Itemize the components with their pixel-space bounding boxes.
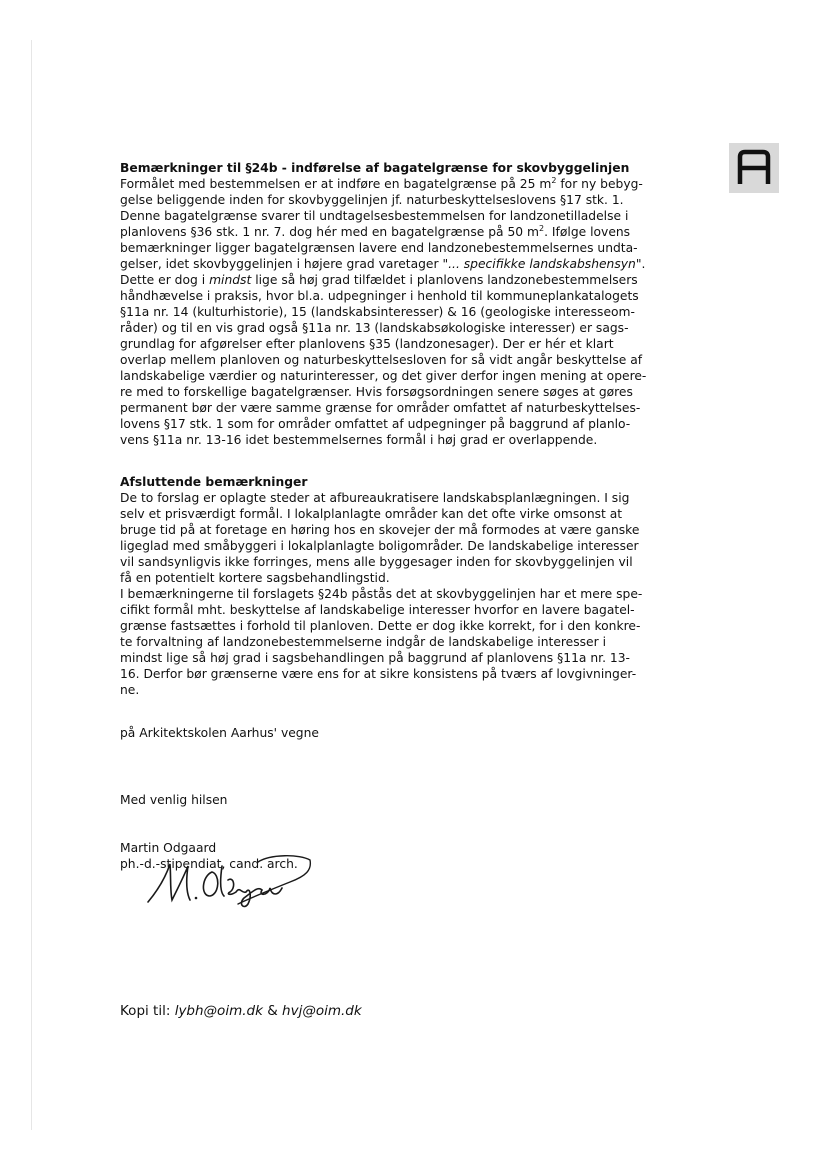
body-line: cifikt formål mht. beskyttelse af landskabelige interesser hvorfor en lavere bagatel-: [120, 603, 635, 617]
cc-label: Kopi til:: [120, 1003, 175, 1019]
letter-body: [120, 160, 647, 872]
on-behalf-line: på Arkitektskolen Aarhus' vegne: [120, 726, 319, 740]
body-line: landskabelige værdier og naturinteresser, og det giver derfor ingen mening at opere-: [120, 369, 647, 383]
cc-line: Kopi til: lybh@oim.dk & hvj@oim.dk: [120, 1003, 362, 1019]
body-line: håndhævelse i praksis, hvor bl.a. udpegninger i henhold til kommuneplankatalogets: [120, 289, 639, 303]
body-line: grundlag for afgørelser efter planlovens §35 (landzonesager). Der er hér et klart: [120, 337, 614, 351]
body-line: gelse beliggende inden for skovbyggelinjen jf. naturbeskyttelseslovens §17 stk. 1.: [120, 193, 624, 207]
body-line: Formålet med bestemmelsen er at indføre en bagatelgrænse på 25 $m^2$ for ny bebyg-: [120, 176, 643, 191]
body-line: mindst lige så høj grad i sagsbehandlingen på baggrund af planlovens §11a nr. 13-: [120, 651, 630, 665]
greeting: Med venlig hilsen: [120, 793, 228, 807]
body-line: planlovens §36 stk. 1 nr. 7. dog hér med en bagatelgrænse på 50 $m^2$. Ifølge lovens: [120, 224, 631, 239]
body-line: I bemærkningerne til forslagets §24b påstås det at skovbyggelinjen har et mere spe-: [120, 587, 643, 601]
body-line: grænse fastsættes i forhold til planloven. Dette er dog ikke korrekt, for i den konkre-: [120, 619, 641, 633]
signatory-title: ph.-d.-stipendiat, cand. arch.: [120, 857, 298, 871]
school-logo: [729, 143, 779, 193]
signatory-name: Martin Odgaard: [120, 841, 217, 855]
body-line: gelser, idet skovbyggelinjen i højere grad varetager "... specifikke landskabshensyn".: [120, 257, 646, 271]
quote: "... specifikke landskabshensyn": [442, 257, 642, 271]
cc-email[interactable]: lybh@oim.dk: [174, 1003, 263, 1019]
body-line: De to forslag er oplagte steder at afbureaukratisere landskabsplanlægningen. I sig: [120, 491, 630, 505]
handwritten-signature: [140, 852, 315, 912]
body-line: te forvaltning af landzonebestemmelserne indgår de landskabelige interesser i: [120, 635, 607, 649]
body-line: permanent bør der være samme grænse for områder omfattet af naturbeskyttelses-: [120, 401, 641, 415]
section-heading: Afsluttende bemærkninger: [120, 475, 308, 489]
body-line: vens §11a nr. 13-16 idet bestemmelsernes formål i høj grad er overlappende.: [120, 433, 598, 447]
body-line: ligeglad med småbyggeri i lokalplanlagte boligområder. De landskabelige interesser: [120, 539, 639, 553]
body-line: selv et prisværdigt formål. I lokalplanlagte områder kan det ofte virke omsonst at: [120, 507, 623, 521]
body-line: ne.: [120, 683, 140, 697]
section-heading: Bemærkninger til §24b - indførelse af bagatelgrænse for skovbyggelinjen: [120, 161, 630, 175]
body-line: 16. Derfor bør grænserne være ens for at sikre konsistens på tværs af lovgivninger-: [120, 667, 637, 681]
body-line: råder) og til en vis grad også §11a nr. 13 (landskabsøkologiske interesser) er sags-: [120, 321, 629, 335]
body-line: få en potentielt kortere sagsbehandlingstid.: [120, 571, 390, 585]
body-line: lovens §17 stk. 1 som for områder omfattet af udpegninger på baggrund af planlo-: [120, 417, 631, 431]
page-edge-line: [31, 40, 32, 1130]
emphasis: mindst: [209, 273, 252, 287]
body-line: vil sandsynligvis ikke forringes, mens alle byggesager inden for skovbyggelinjen vil: [120, 555, 633, 569]
body-line: Dette er dog i mindst lige så høj grad tilfældet i planlovens landzonebestemmelsers: [120, 273, 638, 287]
body-line: Denne bagatelgrænse svarer til undtagelsesbestemmelsen for landzonetilladelse i: [120, 209, 629, 223]
body-line: bemærkninger ligger bagatelgrænsen lavere end landzonebestemmelsernes undta-: [120, 241, 638, 255]
body-line: overlap mellem planloven og naturbeskyttelsesloven for så vidt angår beskyttelse af: [120, 353, 643, 367]
body-line: re med to forskellige bagatelgrænser. Hvis forsøgsordningen senere søges at gøres: [120, 385, 633, 399]
body-line: §11a nr. 14 (kulturhistorie), 15 (landskabsinteresser) & 16 (geologiske interesseom-: [120, 305, 635, 319]
body-line: bruge tid på at foretage en høring hos en skovejer der må formodes at være ganske: [120, 523, 640, 537]
cc-email[interactable]: hvj@oim.dk: [282, 1003, 362, 1019]
